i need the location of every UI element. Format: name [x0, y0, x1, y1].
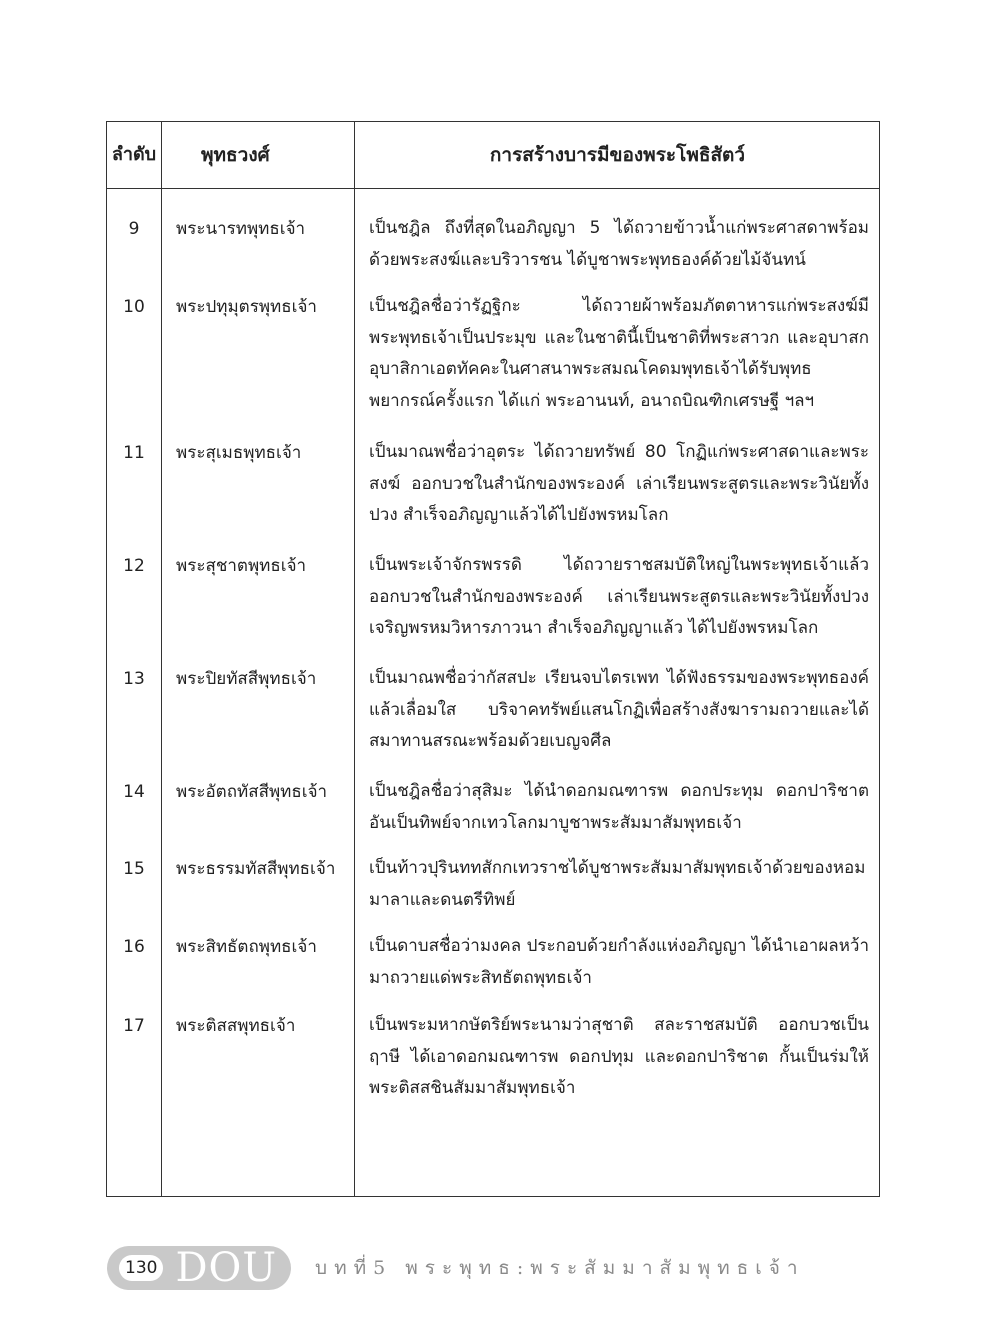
chapter-title: บทที่5 พระพุทธ:พระสัมมาสัมพุทธเจ้า: [315, 1257, 805, 1279]
row-number: 10: [123, 297, 145, 317]
buddha-name: พระนารทพุทธเจ้า: [176, 219, 306, 239]
perfection-description: เป็นท้าวปุรินททสักกเทวราชได้บูชาพระสัมมาสัมพุทธเจ้าด้วยของหอมมาลาและดนตรีทิพย์: [369, 858, 866, 910]
header-perfection: การสร้างบารมีของพระโพธิสัตว์: [489, 144, 746, 166]
perfection-description: เป็นพระเจ้าจักรพรรดิ ได้ถวายราชสมบัติใหญ่ในพระพุทธเจ้าแล้วออกบวชในสำนักของพระองค์ เล่าเรียนพระสูตรและพระวินัยทั้งปวง เจริญพรหมวิหารภาวนา สำเร็จอภิญญาแล้ว ได้ไปยังพรหมโลก: [369, 555, 869, 638]
row-number: 12: [123, 556, 145, 576]
perfection-description: เป็นดาบสชื่อว่ามงคล ประกอบด้วยกำลังแห่งอภิญญา ได้นำเอาผลหว้ามาถวายแด่พระสิทธัตถพุทธเจ้า: [369, 936, 869, 988]
buddha-name: พระปทุมุตรพุทธเจ้า: [176, 297, 317, 317]
row-number: 13: [123, 669, 145, 689]
page-badge: [107, 1246, 291, 1290]
header-order: ลำดับ: [111, 144, 157, 165]
buddha-name: พระติสสพุทธเจ้า: [176, 1016, 296, 1036]
row-number: 14: [123, 782, 145, 802]
perfection-description: เป็นชฎิลชื่อว่ารัฏฐิกะ ได้ถวายผ้าพร้อมภัตตาหารแก่พระสงฆ์มีพระพุทธเจ้าเป็นประมุข และในชาตินี้เป็นชาติที่พระสาวก และอุบาสก อุบาสิกาเอตทัคคะในศาสนาพระสมณโคดมพุทธเจ้าได้รับพุทธพยากรณ์ครั้งแรก ได้แก่ พระอานนท์, อนาถบิณฑิกเศรษฐี ฯลฯ: [369, 296, 869, 411]
buddha-lineage-table: [106, 121, 880, 1197]
buddha-name: พระธรรมทัสสีพุทธเจ้า: [176, 859, 336, 879]
perfection-description: เป็นพระมหากษัตริย์พระนามว่าสุชาติ สละราชสมบัติ ออกบวชเป็นฤาษี ได้เอาดอกมณฑารพ ดอกปทุม และดอกปาริชาต กั้นเป็นร่มให้พระติสสชินสัมมาสัมพุทธเจ้า: [369, 1015, 869, 1098]
buddha-name: พระสุเมธพุทธเจ้า: [176, 443, 302, 463]
perfection-description: เป็นมาณพชื่อว่าอุตระ ได้ถวายทรัพย์ 80 โกฏิแก่พระศาสดาและพระสงฆ์ ออกบวชในสำนักของพระองค์ เล่าเรียนพระสูตรและพระวินัยทั้งปวง สำเร็จอภิญญาแล้วได้ไปยังพรหมโลก: [369, 442, 869, 525]
buddha-name: พระสุชาตพุทธเจ้า: [176, 556, 307, 576]
row-number: 9: [128, 219, 140, 239]
row-number: 15: [123, 859, 145, 879]
header-divider: [107, 188, 879, 189]
perfection-description: เป็นชฎิล ถึงที่สุดในอภิญญา 5 ได้ถวายข้าวน้ำแก่พระศาสดาพร้อมด้วยพระสงฆ์และบริวารชน ได้บูชาพระพุทธองค์ด้วยไม้จันทน์: [369, 218, 869, 270]
perfection-description: เป็นมาณพชื่อว่ากัสสปะ เรียนจบไตรเพท ได้ฟังธรรมของพระพุทธองค์แล้วเลื่อมใส บริจาคทรัพย์แสนโกฏิเพื่อสร้างสังฆารามถวายและได้สมาทานสรณะพร้อมด้วยเบญจศีล: [369, 668, 869, 751]
page-number: 130: [119, 1255, 163, 1281]
page-footer: [107, 1246, 805, 1290]
buddha-name: พระปิยทัสสีพุทธเจ้า: [176, 669, 317, 689]
column-divider: [354, 122, 355, 1196]
row-number: 11: [123, 443, 145, 463]
buddha-name: พระสิทธัตถพุทธเจ้า: [176, 937, 317, 957]
column-divider: [161, 122, 162, 1196]
perfection-description: เป็นชฎิลชื่อว่าสุสิมะ ได้นำดอกมณฑารพ ดอกประทุม ดอกปาริชาตอันเป็นทิพย์จากเทวโลกมาบูชาพระสัมมาสัมพุทธเจ้า: [369, 781, 869, 833]
dou-logo: DOU: [175, 1245, 278, 1291]
buddha-name: พระอัตถทัสสีพุทธเจ้า: [176, 782, 328, 802]
header-lineage: พุทธวงศ์: [201, 144, 270, 166]
row-number: 17: [123, 1016, 145, 1036]
row-number: 16: [123, 937, 145, 957]
